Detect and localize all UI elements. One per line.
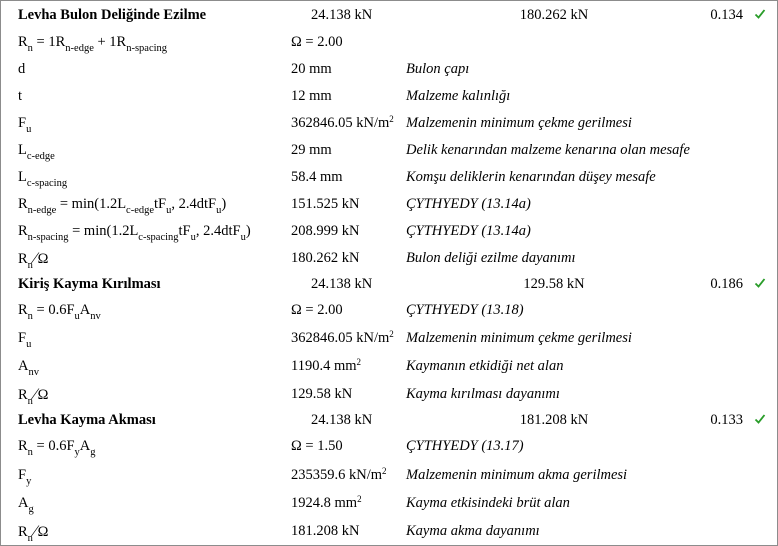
value: 129.58 kN [291,386,353,402]
section-title: Levha Bulon Deliğinde Ezilme [18,7,207,23]
demand-value: 24.138 kN [311,276,373,292]
symbol: $A_g$ [18,495,34,515]
value: Ω = 1.50 [291,438,343,454]
value: 29 mm [291,142,332,158]
formula-row [1,29,777,56]
value: 208.999 kN [291,223,360,239]
symbol: $R_n = 0.6F_yA_g$ [18,438,96,458]
ratio-value: 0.133 [710,412,743,428]
description: Bulon çapı [406,61,470,77]
parameter-row [1,164,777,191]
description: Komşu deliklerin kenarından düşey mesafe [406,169,656,185]
symbol: $F_u$ [18,330,32,350]
result-row [1,381,777,408]
parameter-row [1,353,777,380]
value: 20 mm [291,61,332,77]
parameter-row [1,56,777,83]
value: 58.4 mm [291,169,343,185]
section-title: Kiriş Kayma Kırılması [18,276,161,292]
section-header [1,271,777,298]
parameter-row [1,137,777,164]
section-title: Levha Kayma Akması [18,412,156,428]
ratio-value: 0.134 [710,7,743,23]
capacity-value: 180.262 kN [519,7,589,23]
value: 362846.05 $kN/m^2$ [291,114,394,131]
symbol: $F_u$ [18,115,32,135]
description: ÇYTHYEDY (13.18) [406,302,524,318]
value: 362846.05 $kN/m^2$ [291,329,394,346]
checkmark-icon [754,407,770,434]
symbol: d [18,61,26,77]
symbol: $R_{n-spacing} = \min(1.2L_{c-spacing}tF_u$, 2.4dtF$_u$) [18,223,251,243]
symbol: $F_y$ [18,467,32,487]
value: 12 mm [291,88,332,104]
description: Kayma kırılması dayanımı [406,386,560,402]
value: 1190.4 $mm^2$ [291,357,362,374]
description: Malzemenin minimum akma gerilmesi [406,467,628,483]
parameter-row [1,325,777,352]
section-header [1,407,777,434]
symbol: $A_{nv}$ [18,358,39,378]
ratio-value: 0.186 [710,276,743,292]
checkmark-icon [754,271,770,298]
symbol: $R_n⁄\Omega$ [18,386,49,407]
value: 151.525 kN [291,196,360,212]
checkmark-icon [754,2,770,29]
parameter-row [1,462,777,489]
parameter-row [1,83,777,110]
value: 1924.8 $mm^2$ [291,494,362,511]
formula-row [1,191,777,218]
symbol: $R_{n-edge} = \min(1.2L_{c-edge}tF_u$, 2.4dtF$_u$) [18,196,227,216]
section-header [1,2,777,29]
description: ÇYTHYEDY (13.14a) [406,196,531,212]
symbol: $R_n⁄\Omega$ [18,250,49,271]
description: Malzemenin minimum çekme gerilmesi [406,115,632,131]
formula-row [1,297,777,324]
description: Malzeme kalınlığı [406,88,511,104]
parameter-row [1,490,777,517]
result-row [1,245,777,272]
description: Kayma akma dayanımı [406,523,540,539]
value: Ω = 2.00 [291,34,343,50]
symbol: $R_n⁄\Omega$ [18,523,49,544]
capacity-value: 129.58 kN [523,276,585,292]
value: 235359.6 $kN/m^2$ [291,466,387,483]
parameter-row [1,110,777,137]
symbol: t [18,88,23,104]
description: Delik kenarından malzeme kenarına olan mesafe [406,142,690,158]
result-row [1,518,777,545]
description: ÇYTHYEDY (13.17) [406,438,524,454]
symbol: $R_n = 0.6F_uA_{nv}$ [18,302,101,322]
formula-row [1,433,777,460]
description: Kayma etkisindeki brüt alan [406,495,570,511]
symbol: $L_{c-spacing}$ [18,169,68,189]
description: Malzemenin minimum çekme gerilmesi [406,330,632,346]
value: Ω = 2.00 [291,302,343,318]
demand-value: 24.138 kN [311,7,373,23]
symbol: $R_n = 1R_{n-edge} + 1R_{n-spacing}$ [18,34,168,54]
value: 181.208 kN [291,523,360,539]
capacity-value: 181.208 kN [519,412,589,428]
demand-value: 24.138 kN [311,412,373,428]
symbol: $L_{c-edge}$ [18,142,55,162]
formula-row [1,218,777,245]
description: Kaymanın etkidiği net alan [406,358,564,374]
value: 180.262 kN [291,250,360,266]
description: Bulon deliği ezilme dayanımı [406,250,576,266]
description: ÇYTHYEDY (13.14a) [406,223,531,239]
